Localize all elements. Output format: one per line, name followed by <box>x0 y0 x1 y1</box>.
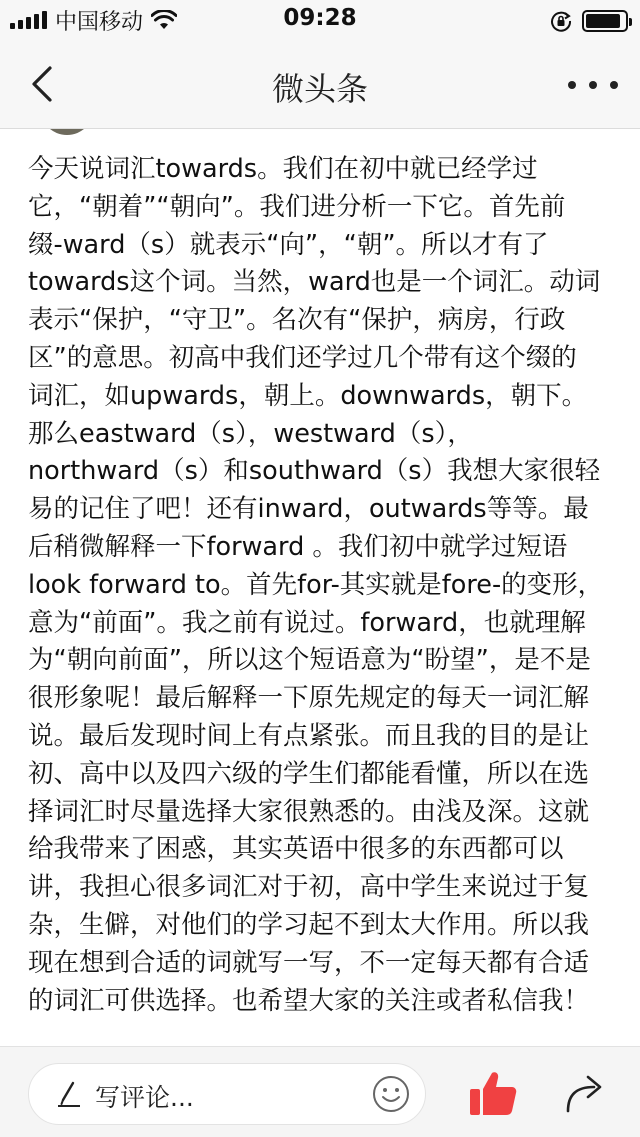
carrier-name: 中国移动 <box>55 9 144 35</box>
bottom-toolbar <box>0 1046 640 1137</box>
page-title: 微头条 <box>271 70 368 108</box>
status-time: 09:28 <box>283 5 357 31</box>
rotation-lock-icon <box>550 10 572 32</box>
share-arrow-icon[interactable] <box>562 1071 608 1115</box>
nav-bar <box>0 40 640 129</box>
thumbs-up-icon[interactable] <box>468 1069 518 1117</box>
avatar[interactable] <box>40 129 94 135</box>
comment-placeholder: 写评论... <box>95 1083 194 1112</box>
status-bar <box>0 0 640 40</box>
status-right <box>550 8 628 34</box>
more-dots-icon <box>568 81 576 89</box>
article-content <box>0 129 640 1045</box>
battery-icon <box>582 10 628 32</box>
smiley-icon[interactable] <box>371 1074 411 1114</box>
more-options-button[interactable] <box>568 70 618 100</box>
article-body: 今天说词汇towards。我们在初中就已经学过 它，“朝着”“朝向”。我们进分析一下它。首先前 缀-ward（s）就表示“向”，“朝”。所以才有了 towards这个词。当然，ward也是一个词汇。动词 表示“保护，“守卫”。名次有“保护，病房，行政 区”的意思。初高中我们还学过几个带有这个缀的 词汇，如upwards，朝上。downwards，朝下。 那么eastward（s），westward（s）， northward（s）和southward（s）我想大家很轻 易的记住了吧！还有inward，outwards等等。最 后稍微解释一下forward 。我们初中就学过短语 look forward to。首先for-其实就是fore-的变形， 意为“前面”。我之前有说过。forward，也就理解 为“朝向前面”，所以这个短语意为“盼望”，是不是 很形象呢！最后解释一下原先规定的每天一词汇解 说。最后发现时间上有点紧张。而且我的目的是让 初、高中以及四六级的学生们都能看懂，所以在选 择词汇时尽量选择大家很熟悉的。由浅及深。这就 给我带来了困惑，其实英语中很多的东西都可以 讲，我担心很多词汇对于初，高中学生来说过于复 杂，生僻，对他们的学习起不到太大作用。所以我 现在想到合适的词就写一写，不一定每天都有合适 的词汇可供选择。也希望大家的关注或者私信我！ <box>28 154 604 1016</box>
pen-icon <box>55 1080 83 1108</box>
comment-input[interactable] <box>28 1063 426 1125</box>
